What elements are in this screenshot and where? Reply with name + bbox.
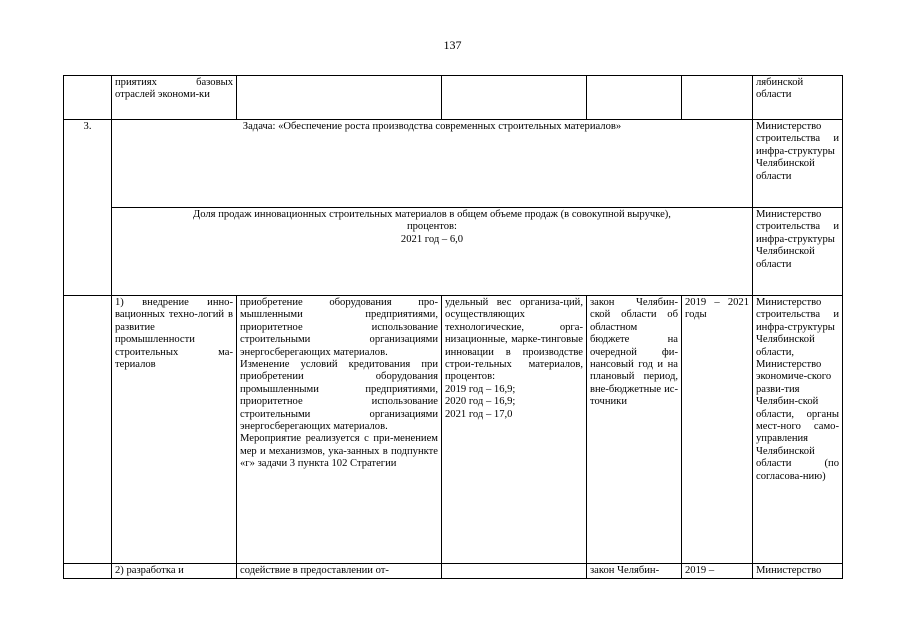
cell-source: закон Челябин- — [587, 564, 682, 579]
cell-activity: 2) разработка и — [112, 564, 237, 579]
cell-responsible: лябинской области — [753, 76, 843, 120]
indicator-value: 2021 год – 17,0 — [445, 408, 513, 420]
mechanism-paragraph: Изменение условий кредитования при приобретении оборудования промышленными предприятиями, приоритетное использование строительными организациями энергосберегающих материалов. — [240, 359, 438, 433]
cell-responsible: Министерство строительства и инфра-структуры Челябинской области, Министерство экономиче-ского разви-тия Челябин-ской области, органы мест-ного само-управления Челябинской области (по согласова-нию) — [753, 296, 843, 564]
indicator-text: удельный вес организа-ций, осуществляющих технологические, орга-низационные, марке-тинговые инновации в производстве строи-тельных материалов, процентов: — [445, 297, 583, 383]
cell-indicator-responsible: Министерство строительства и инфра-структуры Челябинской области — [753, 208, 843, 296]
cell-task-title: Задача: «Обеспечение роста производства современных строительных материалов» — [112, 120, 753, 208]
mechanism-paragraph: Мероприятие реализуется с при-менением мер и механизмов, ука-занных в подпункте «г» задачи 3 пункта 102 Стратегии — [240, 433, 438, 470]
cell-number — [64, 76, 112, 120]
program-table — [63, 75, 843, 579]
cell-task-number: 3. — [64, 120, 112, 296]
cell-period: 2019 – — [682, 564, 753, 579]
table-row-measure-2 — [64, 564, 843, 579]
cell-number — [64, 564, 112, 579]
cell-indicator — [442, 76, 587, 120]
indicator-value: 2019 год – 16,9; — [445, 383, 516, 395]
cell-period — [682, 76, 753, 120]
cell-source — [587, 76, 682, 120]
mechanism-paragraph: приобретение оборудования про-мышленными предприятиями, приоритетное использование строительными организациями энергосберегающих материалов. — [240, 297, 438, 358]
indicator-line: процентов: — [406, 221, 458, 233]
table-row-measure-1 — [64, 296, 843, 564]
indicator-value: 2020 год – 16,9; — [445, 396, 516, 408]
cell-number — [64, 296, 112, 564]
cell-indicator — [442, 564, 587, 579]
cell-source: закон Челябин-ской области об областном бюджете на очередной фи-нансовый год и на плановый период, вне-бюджетные ис-точники — [587, 296, 682, 564]
cell-responsible: Министерство — [753, 564, 843, 579]
cell-task-responsible: Министерство строительства и инфра-структуры Челябинской области — [753, 120, 843, 208]
cell-mechanism: содействие в предоставлении от- — [237, 564, 442, 579]
table-row-indicator — [64, 208, 843, 296]
cell-target-indicator — [112, 208, 753, 296]
cell-indicator — [442, 296, 587, 564]
indicator-line: Доля продаж инновационных строительных материалов в общем объеме продаж (в совокупной выручке), — [193, 209, 671, 220]
cell-mechanism — [237, 76, 442, 120]
table-row-continuation — [64, 76, 843, 120]
cell-activity: приятиях базовых отраслей экономи-ки — [112, 76, 237, 120]
cell-period: 2019 – 2021 годы — [682, 296, 753, 564]
indicator-line: 2021 год – 6,0 — [400, 233, 464, 245]
table-row-task — [64, 120, 843, 208]
cell-mechanism — [237, 296, 442, 564]
page-number: 137 — [443, 38, 462, 52]
cell-activity: 1) внедрение инно-вационных техно-логий в развитие промышленности строительных ма-териалов — [112, 296, 237, 564]
